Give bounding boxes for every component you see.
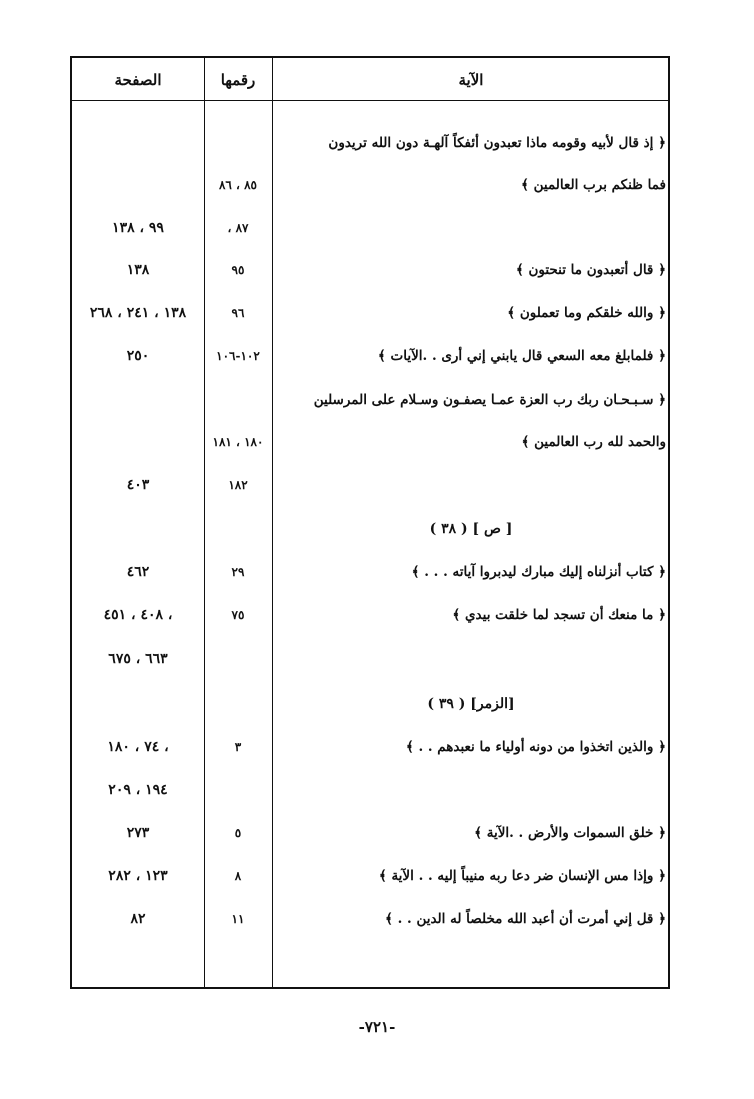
verse-number: ٣: [234, 740, 242, 754]
table-row: [72, 732, 668, 762]
verse-text: ﴿ إذ قال لأبيه وقومه ماذا تعبدون أئفكاً آلهـة دون الله تريدون: [328, 135, 666, 151]
verse-text: ﴿ والله خلقكم وما تعملون ﴾: [507, 305, 666, 321]
verse-text: ﴿ والذين اتخذوا من دونه أولياء ما نعبدهم . . ﴾: [405, 739, 666, 755]
page-ref: [72, 427, 204, 457]
verse-number: [204, 644, 272, 674]
table-row: [72, 341, 668, 371]
page-ref: ٢٧٣: [126, 825, 150, 841]
verse-number: ١٠٢-١٠٦: [216, 349, 260, 363]
table-row: [72, 128, 668, 158]
page-ref: ٦٦٣ ، ٦٧٥: [108, 651, 168, 667]
table-row: [72, 557, 668, 587]
page-ref: ٩٩ ، ١٣٨: [112, 220, 164, 236]
page-ref: ٢٥٠: [126, 348, 150, 364]
page-ref: ١٣٨: [126, 262, 150, 278]
verse-text: [272, 470, 668, 500]
table-row: [72, 600, 668, 630]
verse-text: [272, 213, 668, 243]
table-row: [72, 775, 668, 805]
verse-number: [204, 385, 272, 415]
header-page: الصفحة: [114, 71, 162, 89]
verse-text: فما ظنكم برب العالمين ﴾: [520, 177, 666, 193]
verse-text: ﴿ قال أتعبدون ما تنحتون ﴾: [515, 262, 666, 278]
surah-heading-row: [72, 514, 668, 544]
page-ref: ١٣٨ ، ٢٤١ ، ٢٦٨: [89, 305, 187, 321]
verse-number: ٧٥: [231, 608, 245, 622]
table-row: [72, 255, 668, 285]
verse-text: ﴿ خلق السموات والأرض . .الآية ﴾: [474, 825, 666, 841]
verse-number: [204, 128, 272, 158]
verse-number: ، ٨٧: [227, 221, 249, 235]
page-ref: ٤٠٣: [126, 477, 150, 493]
verse-text: ﴿ ما منعك أن تسجد لما خلقت بيدي ﴾: [452, 607, 666, 623]
page-number: -٧٢١-: [358, 1018, 396, 1036]
page-ref: [72, 170, 204, 200]
verse-number: ٥: [234, 826, 242, 840]
verse-text: ﴿ سـبـحـان ربك رب العزة عمـا يصفـون وسـلام على المرسلين: [313, 392, 666, 408]
header-number: رقمها: [220, 71, 256, 89]
page-ref: [72, 385, 204, 415]
verse-number: [204, 775, 272, 805]
verse-text: ﴿ كتاب أنزلناه إليك مبارك ليدبروا آياته . . . ﴾: [411, 564, 666, 580]
surah-heading: [ ص ] ( ٣٨ ): [429, 521, 513, 537]
verse-number: ١١: [231, 912, 245, 926]
verse-text: ﴿ فلمابلغ معه السعي قال يابني إني أرى . .الآيات ﴾: [377, 348, 666, 364]
page-ref: [72, 128, 204, 158]
verse-number: ٢٩: [231, 565, 245, 579]
header-verse: الآية: [458, 71, 484, 89]
verse-number: ٩٥: [231, 263, 245, 277]
surah-heading: [الزمر] ( ٣٩ ): [427, 696, 515, 712]
index-table: [70, 56, 670, 989]
page-ref: ٧٤ ، ١٨٠ ،: [107, 739, 169, 755]
verse-number: ١٨٢: [228, 478, 248, 492]
verse-number: ٩٦: [231, 306, 245, 320]
surah-heading-row: [72, 689, 668, 719]
page-ref: ٤٠٨ ، ٤٥١ ،: [103, 607, 173, 623]
table-row: [72, 904, 668, 934]
page-ref: ١٢٣ ، ٢٨٢: [108, 868, 168, 884]
page-ref: ٨٢: [130, 911, 146, 927]
verse-text: [272, 775, 668, 805]
table-row: [72, 385, 668, 415]
verse-text: ﴿ وإذا مس الإنسان ضر دعا ربه منيباً إليه . . الآية ﴾: [378, 868, 666, 884]
table-row: [72, 170, 668, 200]
table-row: [72, 298, 668, 328]
verse-text: [272, 644, 668, 674]
page-ref: ١٩٤ ، ٢٠٩: [108, 782, 168, 798]
table-row: [72, 427, 668, 457]
verse-text: ﴿ قل إني أمرت أن أعبد الله مخلصاً له الدين . . ﴾: [385, 911, 666, 927]
page-ref: ٤٦٢: [126, 564, 150, 580]
verse-number: ٨٥ ، ٨٦: [218, 178, 257, 192]
table-row: [72, 818, 668, 848]
table-row: [72, 644, 668, 674]
verse-text: والحمد لله رب العالمين ﴾: [521, 434, 666, 450]
table-row: [72, 470, 668, 500]
verse-number: ٨: [234, 869, 242, 883]
table-row: [72, 213, 668, 243]
verse-number: ١٨٠ ، ١٨١: [212, 435, 264, 449]
header-divider: [72, 100, 668, 101]
table-row: [72, 861, 668, 891]
